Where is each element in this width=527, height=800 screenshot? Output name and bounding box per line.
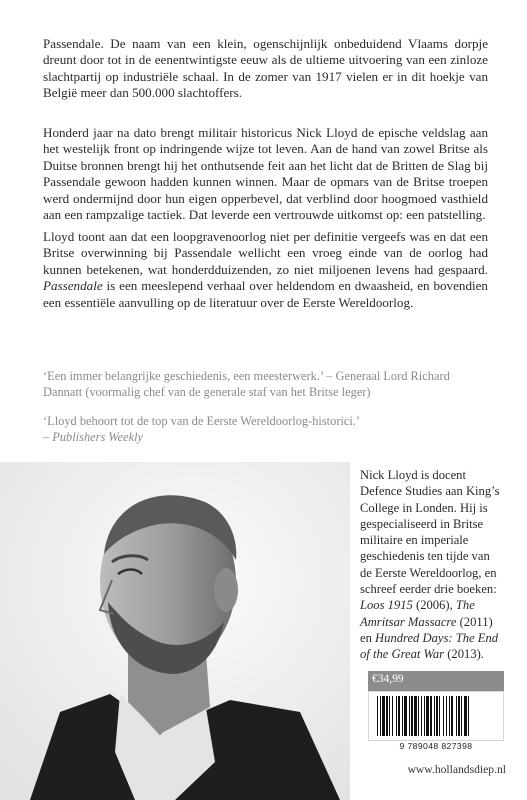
barcode-bar <box>451 696 453 736</box>
barcode-bar <box>443 696 444 736</box>
barcode-bar <box>411 696 413 736</box>
barcode-bar <box>382 696 385 736</box>
author-bio-intro: Nick Lloyd is docent Defence Studies aan King’s College in Londen. Hij is gespecialiseerd in Britse militaire en imperiale geschiedenis ten tijde van de Eerste Wereldoorlog, en schreef eerder drie boeken: <box>360 468 500 597</box>
author-portrait-illustration <box>0 462 350 800</box>
publisher-website: www.hollandsdiep.nl <box>407 763 506 776</box>
review-quote-source: – Publishers Weekly <box>43 429 144 444</box>
blurb-paragraph-2: Honderd jaar na dato brengt militair historicus Nick Lloyd de epische veldslag aan het westelijk front op indringende wijze tot leven. Aan de hand van zowel Britse als Duitse bronnen brengt hij het onthutsende feit aan het licht dat de Britten de Slag bij Passendale gewoon hadden kunnen winnen. Maar de opmars van de Britse troepen werd ondermijnd door hun eigen opperbevel, dat verblind door hoogmoed vasthield aan een rampzalige tactiek. Dat leverde een vertrouwde uitkomst op: een patstelling. <box>43 125 488 223</box>
barcode-bar <box>446 696 447 736</box>
barcode-bar <box>377 696 378 736</box>
barcode-bar <box>392 696 393 736</box>
barcode-bars <box>369 692 503 740</box>
barcode-bar <box>404 696 407 736</box>
barcode-bar <box>389 696 390 736</box>
author-book-3: Hundred Days: The End of the Great War <box>360 630 499 662</box>
barcode-bar <box>386 696 388 736</box>
barcode-bar <box>396 696 397 736</box>
barcode-bar <box>456 696 457 736</box>
barcode-bar <box>414 696 417 736</box>
price-label <box>368 671 504 691</box>
barcode-bar <box>449 696 450 736</box>
review-quote-publishers-weekly <box>43 414 488 445</box>
barcode-bar <box>461 696 462 736</box>
blurb-paragraph-1: Passendale. De naam van een klein, ogenschijnlijk onbeduidend Vlaams dorpje dreunt door tot in de eenentwintigste eeuw als de ultieme uitvoering van een zinloze slachtpartij op industriële schaal. In de zomer van 1917 vielen er in dit hoekje van België meer dan 500.000 slachtoffers. <box>43 36 488 101</box>
barcode-bar <box>436 696 438 736</box>
barcode-bar <box>402 696 403 736</box>
barcode-bar <box>398 696 400 736</box>
author-bio <box>360 467 500 663</box>
barcode-bar <box>458 696 460 736</box>
barcode-bar <box>380 696 381 736</box>
isbn-barcode <box>368 691 504 741</box>
barcode-bar <box>430 696 432 736</box>
barcode-bar <box>439 696 440 736</box>
author-book-2: The Amritsar Massacre <box>360 598 475 629</box>
book-title-italic: Passendale <box>43 278 103 294</box>
blurb-paragraph-3-text-a: Lloyd toont aan dat een loopgravenoorlog niet per definitie vergeefs was en dat een Britse overwinning bij Passendale wellicht een vroeg einde van de oorlog had kunnen betekenen, wat honderdduizenden, zo niet miljoenen levens had gespaard. <box>43 229 488 277</box>
barcode-bar <box>434 696 435 736</box>
author-portrait-photo <box>0 462 350 800</box>
price-text: €34,99 <box>372 673 404 685</box>
review-quote-text: ‘Lloyd behoort tot de top van de Eerste Wereldoorlog-historici.’ <box>43 414 361 428</box>
author-book-2-year: (2011) en <box>360 614 493 645</box>
barcode-bar <box>418 696 419 736</box>
author-book-1-year: (2006), <box>416 598 453 613</box>
barcode-bar <box>424 696 425 736</box>
barcode-bar <box>409 696 410 736</box>
blurb-paragraph-3-text-b: is een meeslepend verhaal over heldendom en dwaasheid, en bovendien een essentiële aanvulling op de literatuur over de Eerste Wereldoorlog. <box>43 278 488 310</box>
barcode-bar <box>468 696 469 736</box>
isbn-number: 9 789048 827398 <box>399 741 473 751</box>
blurb-paragraph-3 <box>43 229 488 311</box>
author-book-1: Loos 1915 <box>360 598 413 613</box>
barcode-bar <box>421 696 422 736</box>
review-quote-dannatt: ‘Een immer belangrijke geschiedenis, een meesterwerk.’ – Generaal Lord Richard Dannatt (voormalig chef van de generale staf van het Britse leger) <box>43 369 450 399</box>
barcode-bar <box>464 696 467 736</box>
barcode-bar <box>426 696 429 736</box>
author-book-3-year: (2013). <box>447 647 484 662</box>
